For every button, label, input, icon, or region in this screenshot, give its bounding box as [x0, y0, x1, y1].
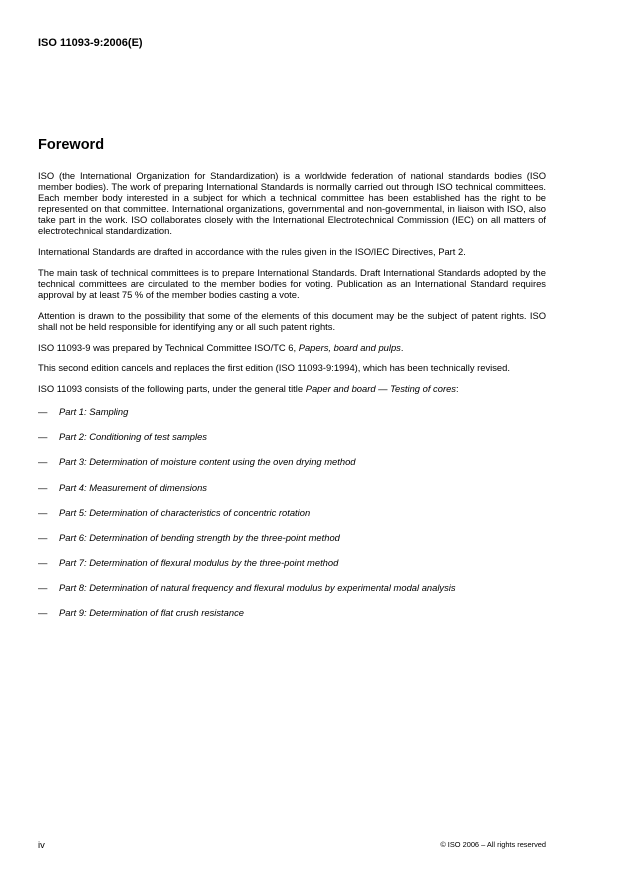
list-item [38, 406, 546, 417]
list-item [38, 582, 546, 593]
list-dash: — [38, 506, 48, 518]
list-dash: — [38, 607, 48, 619]
prepared-by-text: ISO 11093-9 was prepared by Technical Committee ISO/TC 6, [38, 341, 299, 353]
list-dash: — [38, 557, 48, 569]
paragraph-prepared-by [38, 342, 546, 353]
page-number: iv [38, 839, 45, 850]
paragraph-technical-committees: The main task of technical committees is to prepare International Standards. Draft International Standards adopted by the technical committees are circulated to the member bodies for voting. Publication as an International Standard requires approval by at least 75 % of the member bodies casting a vote. [38, 266, 546, 301]
parts-intro-end: : [455, 382, 459, 394]
document-id: ISO 11093-9:2006(E) [38, 37, 143, 49]
part-title: Part 8: Determination of natural frequency and flexural modulus by experimental modal analysis [59, 582, 456, 594]
part-title: Part 1: Sampling [59, 405, 129, 417]
prepared-by-end: . [400, 341, 404, 353]
foreword-body [38, 170, 546, 633]
list-dash: — [38, 431, 48, 443]
general-title: Paper and board — Testing of cores [305, 382, 456, 394]
list-dash: — [38, 405, 48, 417]
part-title: Part 5: Determination of characteristics of concentric rotation [59, 506, 311, 518]
paragraph-edition: This second edition cancels and replaces the first edition (ISO 11093-9:1994), which has been technically revised. [38, 362, 510, 374]
list-dash: — [38, 531, 48, 543]
part-title: Part 2: Conditioning of test samples [59, 431, 207, 443]
paragraph-directives: International Standards are drafted in accordance with the rules given in the ISO/IEC Directives, Part 2. [38, 246, 466, 258]
parts-intro-text: ISO 11093 consists of the following parts, under the general title [38, 382, 306, 394]
committee-name: Papers, board and pulps [298, 341, 401, 353]
list-item [38, 607, 546, 618]
list-item [38, 456, 546, 467]
paragraph-iso-federation: ISO (the International Organization for Standardization) is a worldwide federation of national standards bodies (ISO member bodies). The work of preparing International Standards is normally carried out through ISO technical committees. Each member body interested in a subject for which a technical committee has been established has the right to be represented on that committee. International organizations, governmental and non-governmental, in liaison with ISO, also take part in the work. ISO collaborates closely with the International Electrotechnical Commission (IEC) on all matters of electrotechnical standardization. [38, 170, 546, 237]
list-dash: — [38, 582, 48, 594]
page-title: Foreword [38, 137, 105, 153]
part-title: Part 7: Determination of flexural modulus by the three-point method [59, 557, 339, 569]
list-item [38, 507, 546, 518]
parts-list [38, 406, 546, 619]
paragraph-patent-rights: Attention is drawn to the possibility that some of the elements of this document may be the subject of patent rights. ISO shall not be held responsible for identifying any or all such patent rights. [38, 309, 546, 332]
list-item [38, 532, 546, 543]
part-title: Part 4: Measurement of dimensions [59, 481, 207, 493]
list-dash: — [38, 456, 48, 468]
list-item [38, 482, 546, 493]
part-title: Part 3: Determination of moisture content using the oven drying method [59, 456, 356, 468]
list-dash: — [38, 481, 48, 493]
part-title: Part 9: Determination of flat crush resistance [59, 607, 244, 619]
list-item [38, 431, 546, 442]
copyright-notice: © ISO 2006 – All rights reserved [440, 840, 546, 849]
list-item [38, 557, 546, 568]
paragraph-parts-intro [38, 383, 546, 394]
part-title: Part 6: Determination of bending strength by the three-point method [59, 531, 340, 543]
